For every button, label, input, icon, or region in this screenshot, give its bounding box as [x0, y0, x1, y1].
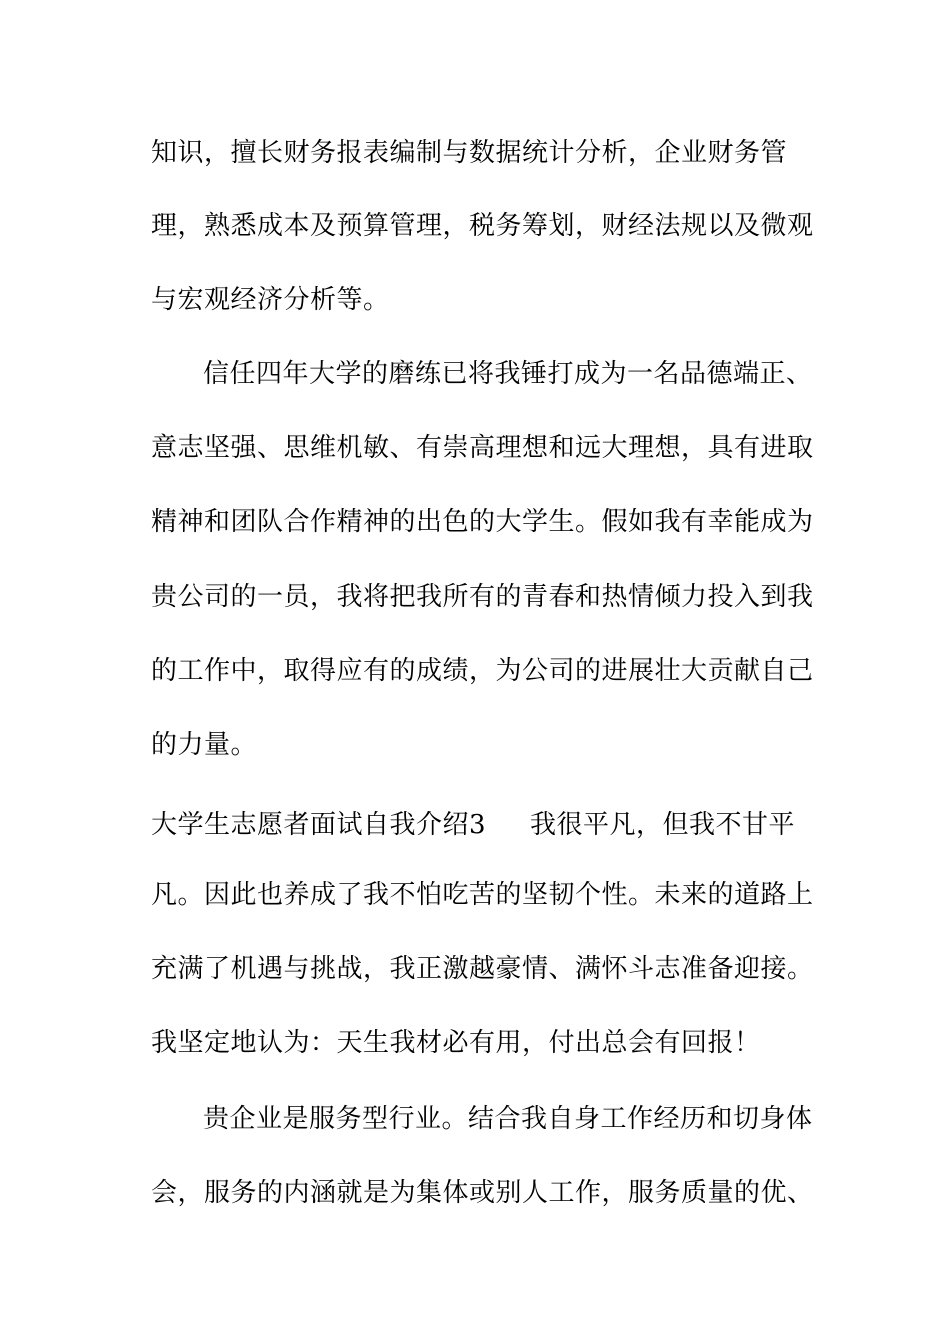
text-line: 贵企业是服务型行业。结合我自身工作经历和切身体 — [203, 1104, 813, 1134]
text-span: 我很平凡，但我不甘平 — [530, 810, 796, 840]
text-line: 精神和团队合作精神的出色的大学生。假如我有幸能成为 — [151, 507, 814, 537]
text-line: 我坚定地认为：天生我材必有用，付出总会有回报！ — [151, 1028, 761, 1058]
text-line: 凡。因此也养成了我不怕吃苦的坚韧个性。未来的道路上 — [151, 880, 814, 910]
text-line: 充满了机遇与挑战，我正激越豪情、满怀斗志准备迎接。 — [151, 954, 814, 984]
text-line: 贵公司的一员，我将把我所有的青春和热情倾力投入到我 — [151, 582, 814, 612]
section-heading-line — [151, 808, 801, 842]
section-heading: 大学生志愿者面试自我介绍3 — [151, 810, 487, 840]
text-line: 信任四年大学的磨练已将我锤打成为一名品德端正、 — [203, 359, 813, 389]
text-line: 的力量。 — [151, 730, 258, 760]
text-line: 与宏观经济分析等。 — [151, 285, 390, 315]
text-line: 知识，擅长财务报表编制与数据统计分析，企业财务管 — [151, 138, 788, 168]
text-line: 的工作中，取得应有的成绩，为公司的进展壮大贡献自己 — [151, 656, 814, 686]
text-line: 理，熟悉成本及预算管理，税务筹划，财经法规以及微观 — [151, 211, 814, 241]
text-line: 意志坚强、思维机敏、有崇高理想和远大理想，具有进取 — [151, 433, 814, 463]
text-line: 会，服务的内涵就是为集体或别人工作，服务质量的优、 — [151, 1178, 814, 1208]
